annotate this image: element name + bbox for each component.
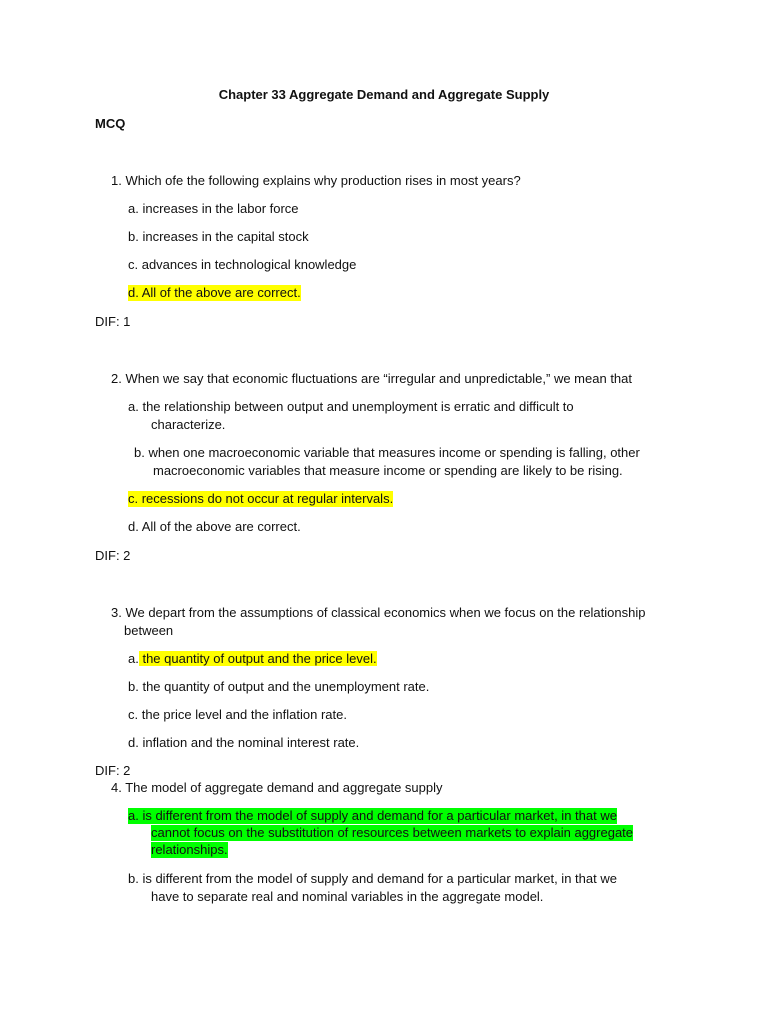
- difficulty-label: DIF: 1: [95, 314, 131, 329]
- question-stem-line-2: between: [124, 623, 174, 638]
- option-b: b. increases in the capital stock: [128, 229, 309, 244]
- option-b: b. the quantity of output and the unemployment rate.: [128, 679, 430, 694]
- option-c: c. advances in technological knowledge: [128, 257, 357, 272]
- question-stem: 1. Which ofe the following explains why production rises in most years?: [111, 173, 521, 188]
- option-b-line-1: b. is different from the model of supply and demand for a particular market, in that we: [128, 871, 617, 886]
- option-a-text: the quantity of output and the price level.: [138, 651, 377, 666]
- option-a-line-1: a. the relationship between output and unemployment is erratic and difficult to: [128, 399, 574, 414]
- option-b-line-1: b. when one macroeconomic variable that measures income or spending is falling, other: [134, 445, 640, 460]
- option-b-line-2: macroeconomic variables that measure income or spending are likely to be rising.: [153, 463, 623, 478]
- option-d-highlighted-answer: d. All of the above are correct.: [128, 285, 301, 300]
- question-stem: 4. The model of aggregate demand and aggregate supply: [111, 780, 443, 795]
- option-a-highlighted-answer: [128, 651, 377, 667]
- option-a-line-2-highlighted-answer: cannot focus on the substitution of resources between markets to explain aggregate: [151, 825, 634, 840]
- option-d: d. All of the above are correct.: [128, 519, 301, 534]
- difficulty-label: DIF: 2: [95, 763, 131, 778]
- option-a-line-3-highlighted-answer: relationships.: [151, 842, 228, 857]
- option-c: c. the price level and the inflation rate.: [128, 707, 347, 722]
- question-stem: 2. When we say that economic fluctuations are “irregular and unpredictable,” we mean that: [111, 371, 632, 386]
- option-a-line-1-highlighted-answer: a. is different from the model of supply and demand for a particular market, in that we: [128, 808, 617, 823]
- page-title: Chapter 33 Aggregate Demand and Aggregate Supply: [218, 87, 550, 102]
- option-a-prefix: a.: [128, 651, 139, 666]
- option-a: a. increases in the labor force: [128, 201, 299, 216]
- option-c-highlighted-answer: c. recessions do not occur at regular intervals.: [128, 491, 394, 506]
- option-b-line-2: have to separate real and nominal variables in the aggregate model.: [151, 889, 544, 904]
- option-d: d. inflation and the nominal interest rate.: [128, 735, 360, 750]
- option-a-line-2: characterize.: [151, 417, 226, 432]
- question-stem-line-1: 3. We depart from the assumptions of classical economics when we focus on the relationship: [111, 605, 646, 620]
- difficulty-label: DIF: 2: [95, 548, 131, 563]
- section-heading: MCQ: [95, 116, 126, 131]
